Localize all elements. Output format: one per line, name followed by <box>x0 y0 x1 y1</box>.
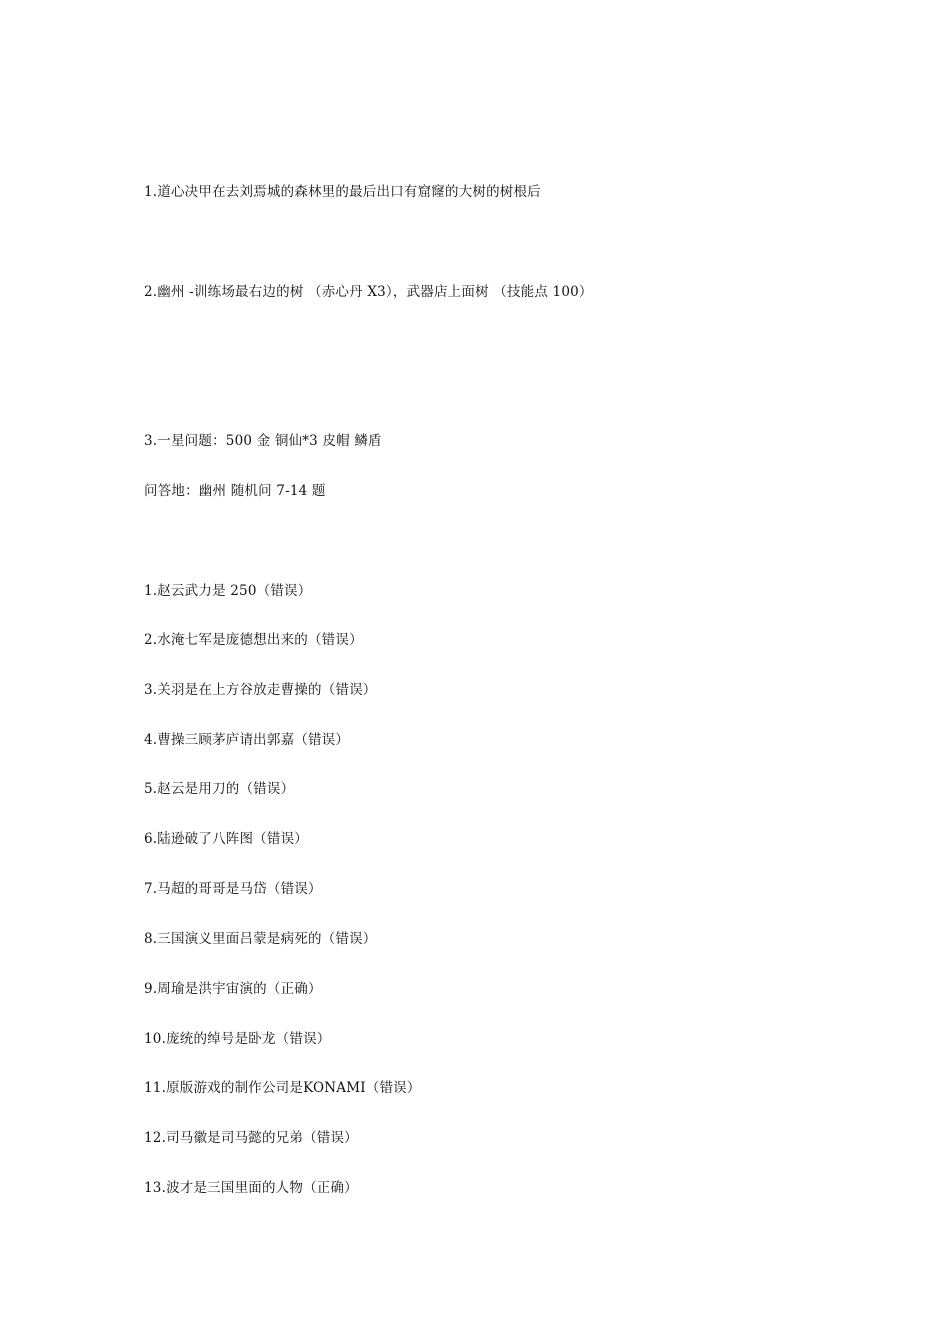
question-item: 13.波才是三国里面的人物（正确） <box>144 1180 358 1196</box>
question-item: 10.庞统的绰号是卧龙（错误） <box>144 1031 331 1047</box>
tip-item-3: 3.一星问题：500 金 铜仙*3 皮帽 鳞盾 <box>144 433 382 449</box>
question-item: 9.周瑜是洪宇宙演的（正确） <box>144 981 322 997</box>
question-item: 12.司马徽是司马懿的兄弟（错误） <box>144 1130 358 1146</box>
question-item: 3.关羽是在上方谷放走曹操的（错误） <box>144 682 377 698</box>
question-item: 4.曹操三顾茅庐请出郭嘉（错误） <box>144 732 350 748</box>
question-item: 8.三国演义里面吕蒙是病死的（错误） <box>144 931 377 947</box>
tip-item-2: 2.幽州 -训练场最右边的树 （赤心丹 X3），武器店上面树 （技能点 100） <box>144 284 593 300</box>
tip-item-1: 1.道心决甲在去刘焉城的森林里的最后出口有窟窿的大树的树根后 <box>144 184 541 200</box>
question-item: 5.赵云是用刀的（错误） <box>144 781 295 797</box>
question-item: 2.水淹七军是庞德想出来的（错误） <box>144 632 363 648</box>
question-item: 6.陆逊破了八阵图（错误） <box>144 831 308 847</box>
question-item: 1.赵云武力是 250（错误） <box>144 583 312 599</box>
question-item: 11.原版游戏的制作公司是KONAMI（错误） <box>144 1080 421 1096</box>
qa-location: 问答地：幽州 随机问 7-14 题 <box>144 483 326 499</box>
question-item: 7.马超的哥哥是马岱（错误） <box>144 881 322 897</box>
